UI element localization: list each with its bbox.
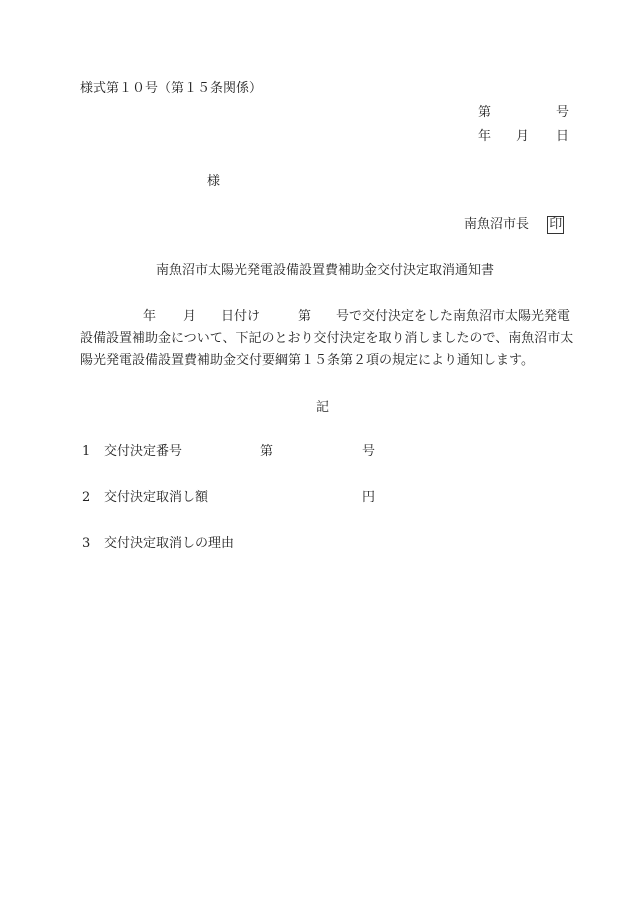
body-dated: 日付け [221,309,261,324]
document-number-prefix: 第 [478,105,492,120]
form-label: 様式第１０号（第１５条関係） [80,81,263,96]
item-suffix: 号 [362,444,376,459]
document-title: 南魚沼市太陽光発電設備設置費補助金交付決定取消通知書 [156,263,495,278]
item-number: 1 [82,444,91,459]
seal-stamp: 印 [549,217,563,232]
body-month: 月 [183,309,197,324]
body-line-2: 設備設置補助金について、下記のとおり交付決定を取り消しましたので、南魚沼市太 [80,331,574,346]
body-line-1 [80,306,570,328]
ki-heading: 記 [316,400,330,415]
item-suffix: 円 [362,490,376,505]
item-label: 交付決定取消しの理由 [104,536,235,551]
item-number: 2 [82,490,91,505]
item-mid: 第 [260,444,274,459]
document-number-suffix: 号 [556,105,570,120]
item-label: 交付決定番号 [104,444,183,459]
date-day: 日 [556,129,570,144]
item-label: 交付決定取消し額 [104,490,209,505]
date-year: 年 [478,129,492,144]
body-line-3: 陽光発電設備設置費補助金交付要綱第１５条第２項の規定により通知します。 [80,353,534,368]
body-year: 年 [143,309,157,324]
sender-block [464,216,564,234]
addressee-suffix: 様 [207,174,221,189]
body-paragraph [80,306,574,372]
item-number: 3 [82,536,91,551]
body-line-1-rest: 号で交付決定をした南魚沼市太陽光発電 [336,309,571,324]
date-month: 月 [516,129,530,144]
sender-name: 南魚沼市長 [464,217,530,232]
body-no-prefix: 第 [298,309,312,324]
